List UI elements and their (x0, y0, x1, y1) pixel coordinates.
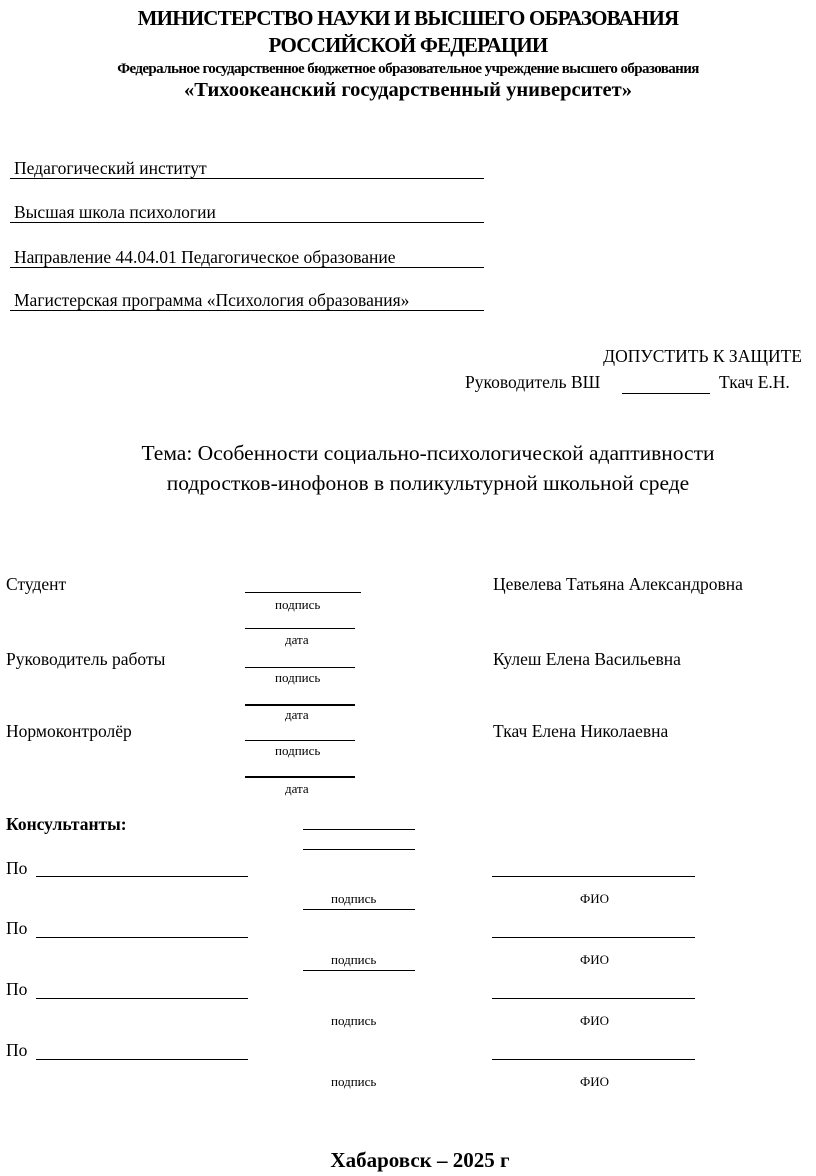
consultant-prefix: По (6, 1040, 28, 1060)
consultant-signature-line (303, 970, 415, 971)
consultant-name-line (492, 876, 695, 877)
ministry-line-2: РОССИЙСКОЙ ФЕДЕРАЦИИ (268, 33, 548, 57)
norm-controller-signature-line (245, 740, 355, 741)
consultant-prefix: По (6, 979, 28, 999)
university-name: «Тихоокеанский государственный университет» (184, 79, 632, 101)
institution-type: Федеральное государственное бюджетное образовательное учреждение высшего образования (117, 61, 699, 77)
student-date-caption: дата (285, 632, 309, 647)
consultant-sign-caption: подпись (331, 891, 377, 906)
consultant-subject-line (36, 1059, 248, 1060)
consultant-name-caption: ФИО (580, 952, 610, 967)
department-direction: Направление 44.04.01 Педагогическое образование (10, 247, 484, 268)
supervisor-signature-line (245, 667, 355, 668)
ministry-line-1: МИНИСТЕРСТВО НАУКИ И ВЫСШЕГО ОБРАЗОВАНИЯ (137, 6, 679, 30)
consultants-line-1 (303, 829, 415, 830)
consultant-name-caption: ФИО (580, 891, 610, 906)
consultant-name-caption: ФИО (580, 1013, 610, 1028)
norm-controller-sign-caption: подпись (275, 743, 321, 758)
consultant-prefix: По (6, 918, 28, 938)
approval-title: ДОПУСТИТЬ К ЗАЩИТЕ (603, 346, 802, 366)
approval-head-label: Руководитель ВШ (465, 372, 601, 392)
consultant-subject-line (36, 937, 248, 938)
norm-controller-date-caption: дата (285, 781, 309, 796)
student-date-line (245, 628, 355, 629)
consultant-name-line (492, 937, 695, 938)
consultant-signature-line (303, 909, 415, 910)
student-signature-line (245, 592, 361, 593)
department-program: Магистерская программа «Психология образования» (10, 290, 484, 311)
consultant-prefix: По (6, 858, 28, 878)
topic-line-2: подростков-инофонов в поликультурной школьной среде (166, 471, 690, 495)
norm-controller-name: Ткач Елена Николаевна (493, 721, 669, 741)
approval-head-name: Ткач Е.Н. (719, 372, 790, 392)
consultant-subject-line (36, 876, 248, 877)
city-year: Хабаровск – 2025 г (330, 1148, 510, 1172)
department-institute: Педагогический институт (10, 158, 484, 179)
supervisor-date-caption: дата (285, 707, 309, 722)
consultant-name-line (492, 1059, 695, 1060)
student-sign-caption: подпись (275, 597, 321, 612)
consultant-name-line (492, 998, 695, 999)
consultant-name-caption: ФИО (580, 1074, 610, 1089)
student-name: Цевелева Татьяна Александровна (493, 574, 743, 594)
consultants-line-2 (303, 849, 415, 850)
consultant-sign-caption: подпись (331, 1013, 377, 1028)
supervisor-sign-caption: подпись (275, 670, 321, 685)
consultant-sign-caption: подпись (331, 952, 377, 967)
role-norm-controller: Нормоконтролёр (6, 721, 132, 741)
consultant-sign-caption: подпись (331, 1074, 377, 1089)
topic-line-1: Тема: Особенности социально-психологической адаптивности (141, 441, 715, 465)
norm-controller-date-line (245, 776, 355, 778)
supervisor-name: Кулеш Елена Васильевна (493, 649, 681, 669)
role-student: Студент (6, 574, 67, 594)
consultant-subject-line (36, 998, 248, 999)
approval-signature-line (622, 393, 710, 394)
role-supervisor: Руководитель работы (6, 649, 166, 669)
department-school: Высшая школа психологии (10, 202, 484, 223)
supervisor-date-line (245, 704, 355, 706)
consultants-title: Консультанты: (6, 814, 127, 834)
